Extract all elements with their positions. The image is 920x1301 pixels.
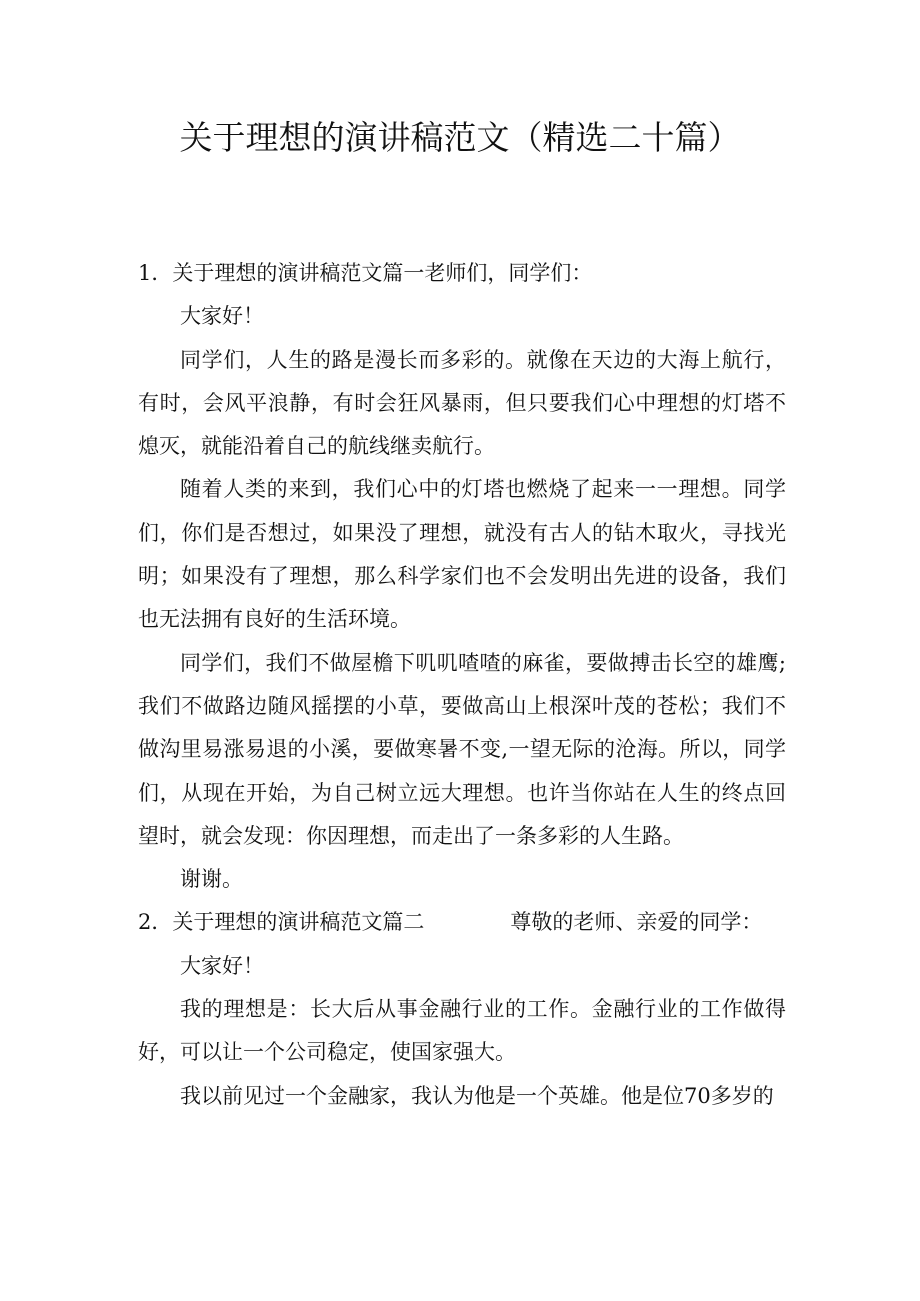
greeting-paragraph: 大家好！: [180, 304, 264, 329]
body-paragraph: 随着人类的来到，我们心中的灯塔也燃烧了起来一一理想。同学们，你们是否想过，如果没了理想，就没有古人的钻木取火，寻找光明；如果没有了理想，那么科学家们也不会发明出先进的设备，我们也无法拥有良好的生活环境。: [138, 477, 786, 632]
document-body: [138, 252, 786, 1118]
body-paragraph: 同学们，人生的路是漫长而多彩的。就像在天边的大海上航行，有时，会风平浪静，有时会狂风暴雨，但只要我们心中理想的灯塔不熄灭，就能沿着自己的航线继卖航行。: [138, 347, 786, 459]
section-heading-1: 1．关于理想的演讲稿范文篇一老师们，同学们：: [138, 261, 593, 285]
section-heading-2-title: 2．关于理想的演讲稿范文篇二: [138, 910, 425, 935]
body-paragraph: 我以前见过一个金融家，我认为他是一个英雄。他是位70多岁的: [180, 1083, 774, 1108]
closing-paragraph: 谢谢。: [180, 867, 243, 892]
body-paragraph: 我的理想是：长大后从事金融行业的工作。金融行业的工作做得好，可以让一个公司稳定，使国家强大。: [138, 997, 786, 1065]
section-heading-2: [138, 901, 786, 944]
document-title: 关于理想的演讲稿范文（精选二十篇）: [179, 118, 741, 157]
body-paragraph: 同学们，我们不做屋檐下叽叽喳喳的麻雀，要做搏击长空的雄鹰;我们不做路边随风摇摆的小草，要做高山上根深叶茂的苍松；我们不做沟里易涨易退的小溪，要做寒暑不变,一望无际的沧海。所以，同学们，从现在开始，为自己树立远大理想。也许当你站在人生的终点回望时，就会发现：你因理想，而走出了一条多彩的人生路。: [138, 650, 786, 848]
greeting-paragraph: 大家好！: [180, 953, 264, 978]
section-heading-2-salutation: 尊敬的老师、亲爱的同学：: [510, 910, 763, 935]
